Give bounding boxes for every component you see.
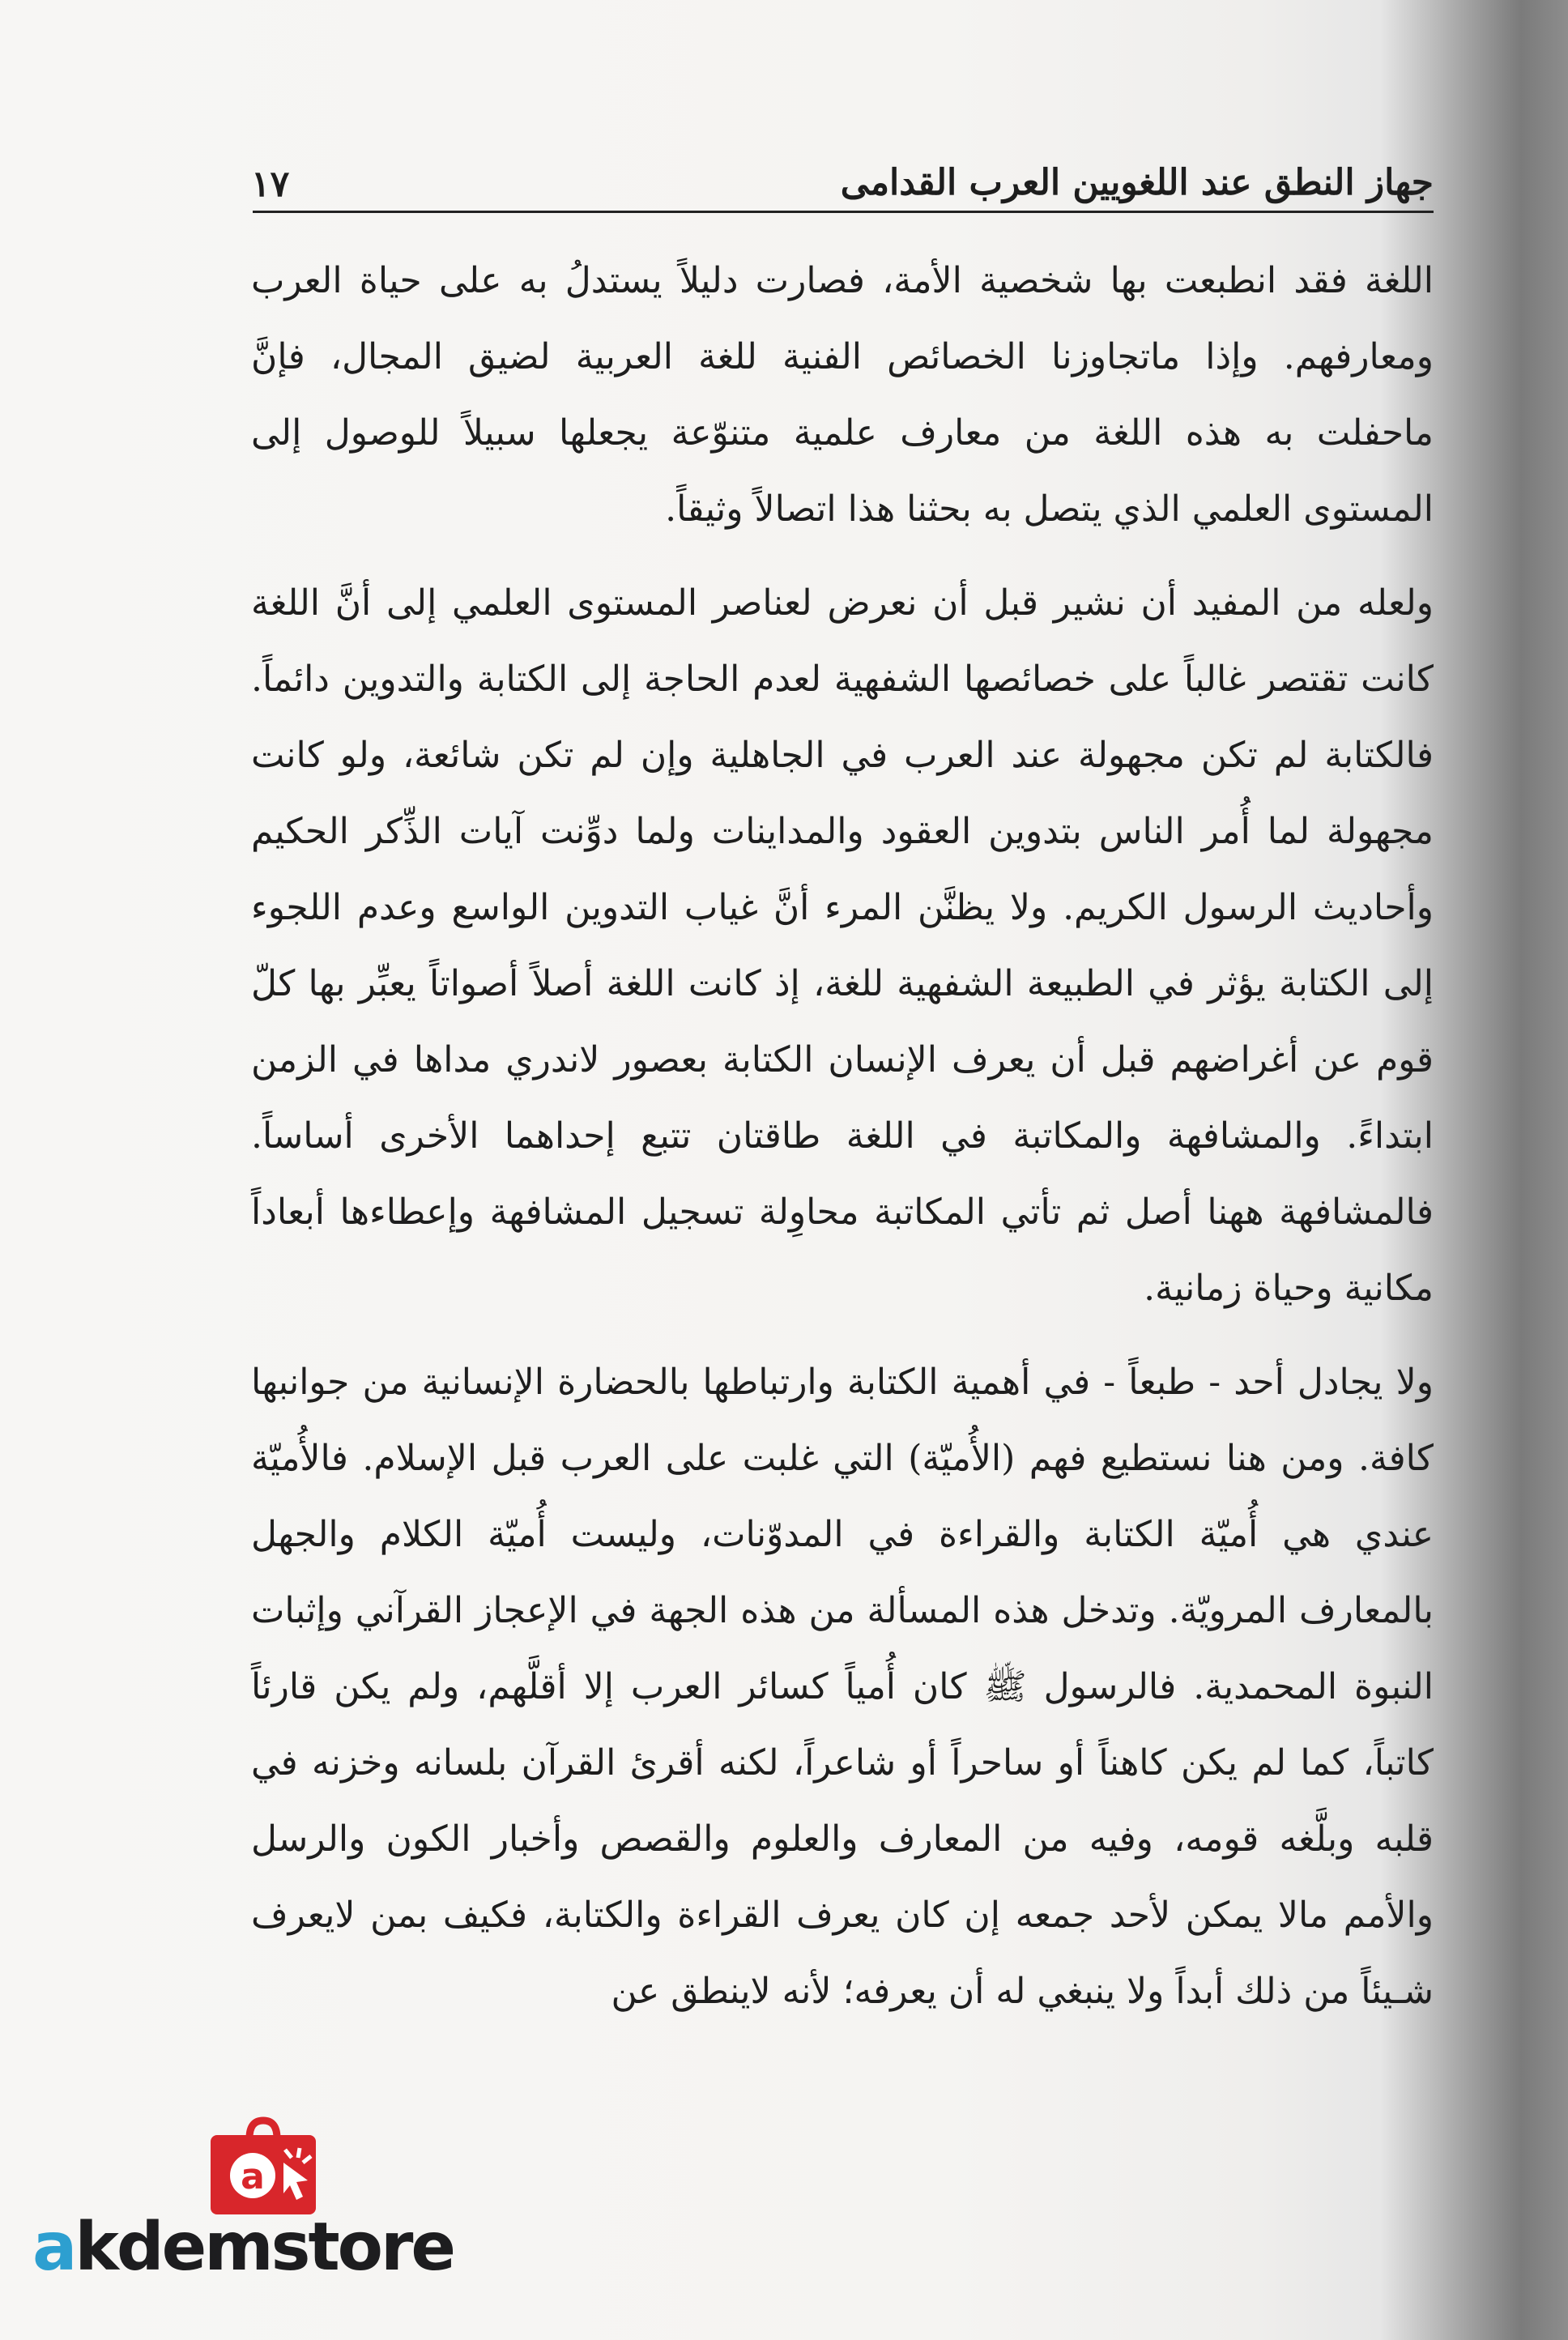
watermark-logo (32, 2114, 470, 2286)
bag-letter: a (241, 2156, 265, 2197)
brand-first-letter: a (32, 2209, 75, 2286)
paragraph-2: ولعله من المفيد أن نشير قبل أن نعرض لعناصر المستوى العلمي إلى أنَّ اللغة كانت تقتصر غالباً على خصائصها الشفهية لعدم الحاجة إلى الكتابة والتدوين دائماً. فالكتابة لم تكن مجهولة عند العرب في الجاهلية وإن لم تكن شائعة، ولو كانت مجهولة لما أُمر الناس بتدوين العقود والمداينات ولما دوِّنت آيات الذِّكر الحكيم وأحاديث الرسول الكريم. ولا يظنَّن المرء أنَّ غياب التدوين الواسع وعدم اللجوء إلى الكتابة يؤثر في الطبيعة الشفهية للغة، إذ كانت اللغة أصلاً أصواتاً يعبِّر بها كلّ قوم عن أغراضهم قبل أن يعرف الإنسان الكتابة بعصور لاندري مداها في الزمن ابتداءً. والمشافهة والمكاتبة في اللغة طاقتان تتبع إحداهما الأخرى أساساً. فالمشافهة ههنا أصل ثم تأتي المكاتبة محاوِلة تسجيل المشافهة وإعطاءها أبعاداً مكانية وحياة زمانية. (251, 582, 1434, 1309)
body-text (251, 243, 1434, 2030)
brand-rest: kdemstore (75, 2209, 454, 2286)
page-number: ١٧ (251, 164, 290, 205)
brand-wordmark (32, 2211, 454, 2284)
page-header (251, 162, 1434, 214)
shopping-bag-icon (202, 2114, 324, 2219)
running-title: جهاز النطق عند اللغويين العرب القدامى (840, 162, 1434, 203)
paragraph-3: ولا يجادل أحد - طبعاً - في أهمية الكتابة وارتباطها بالحضارة الإنسانية من جوانبها كافة. ومن هنا نستطيع فهم (الأُميّة) التي غلبت على العرب قبل الإسلام. فالأُميّة عندي هي أُميّة الكتابة والقراءة في المدوّنات، وليست أُميّة الكلام والجهل بالمعارف المرويّة. وتدخل هذه المسألة من هذه الجهة في الإعجاز القرآني وإثبات النبوة المحمدية. فالرسول ﷺ كان أُمياً كسائر العرب إلا أقلَّهم، ولم يكن قارئاً كاتباً، كما لم يكن كاهناً أو ساحراً أو شاعراً، لكنه أقرئ القرآن بلسانه وخزنه في قلبه وبلَّغه قومه، وفيه من المعارف والعلوم والقصص وأخبار الكون والرسل والأمم مالا يمكن لأحد جمعه إن كان يعرف القراءة والكتابة، فكيف بمن لايعرف شـيئاً من ذلك أبداً ولا ينبغي له أن يعرفه؛ لأنه لاينطق عن (251, 1362, 1434, 2012)
paragraph-1: اللغة فقد انطبعت بها شخصية الأمة، فصارت دليلاً يستدلُ به على حياة العرب ومعارفهم. وإذا ماتجاوزنا الخصائص الفنية للغة العربية لضيق المجال، فإنَّ ماحفلت به هذه اللغة من معارف علمية متنوّعة يجعلها سبيلاً للوصول إلى المستوى العلمي الذي يتصل به بحثنا هذا اتصالاً وثيقاً. (251, 260, 1434, 530)
header-rule (253, 211, 1434, 213)
